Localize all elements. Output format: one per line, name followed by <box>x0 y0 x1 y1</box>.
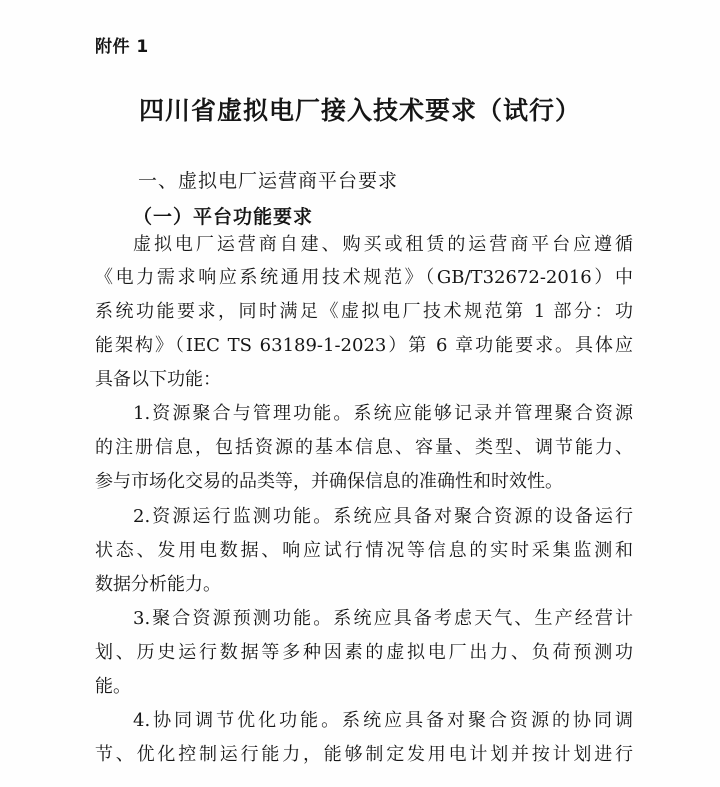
attachment-label: 附件 1 <box>95 37 149 57</box>
paragraph-line: 虚拟电厂运营商自建、购买或租赁的运营商平台应遵循 <box>133 234 633 255</box>
paragraph-line: 系统功能要求，同时满足《虚拟电厂技术规范第 1 部分：功 <box>95 301 633 322</box>
paragraph-line: 划、历史运行数据等多种因素的虚拟电厂出力、负荷预测功 <box>95 642 633 663</box>
paragraph-line: 3.聚合资源预测功能。系统应具备考虑天气、生产经营计 <box>133 608 633 629</box>
paragraph-line: 参与市场化交易的品类等，并确保信息的准确性和时效性。 <box>95 471 563 492</box>
paragraph-line: 数据分析能力。 <box>95 574 221 595</box>
section-heading: 一、虚拟电厂运营商平台要求 <box>138 170 399 192</box>
paragraph-line: 1.资源聚合与管理功能。系统应能够记录并管理聚合资源 <box>133 403 633 424</box>
paragraph-line: 具备以下功能： <box>95 369 221 390</box>
paragraph-line: 2.资源运行监测功能。系统应具备对聚合资源的设备运行 <box>133 506 633 527</box>
paragraph-line: 节、优化控制运行能力，能够制定发用电计划并按计划进行 <box>95 744 633 765</box>
paragraph-line: 的注册信息，包括资源的基本信息、容量、类型、调节能力、 <box>95 437 633 458</box>
paragraph-line: 《电力需求响应系统通用技术规范》（GB/T32672-2016）中 <box>95 267 633 288</box>
paragraph-line: 4.协同调节优化功能。系统应具备对聚合资源的协同调 <box>133 710 633 731</box>
subsection-heading: （一）平台功能要求 <box>133 206 314 228</box>
paragraph-line: 能架构》（IEC TS 63189-1-2023）第 6 章功能要求。具体应 <box>95 335 633 356</box>
document-title: 四川省虚拟电厂接入技术要求（试行） <box>138 96 581 125</box>
paragraph-line: 状态、发用电数据、响应试行情况等信息的实时采集监测和 <box>95 540 633 561</box>
paragraph-line: 能。 <box>95 676 131 697</box>
